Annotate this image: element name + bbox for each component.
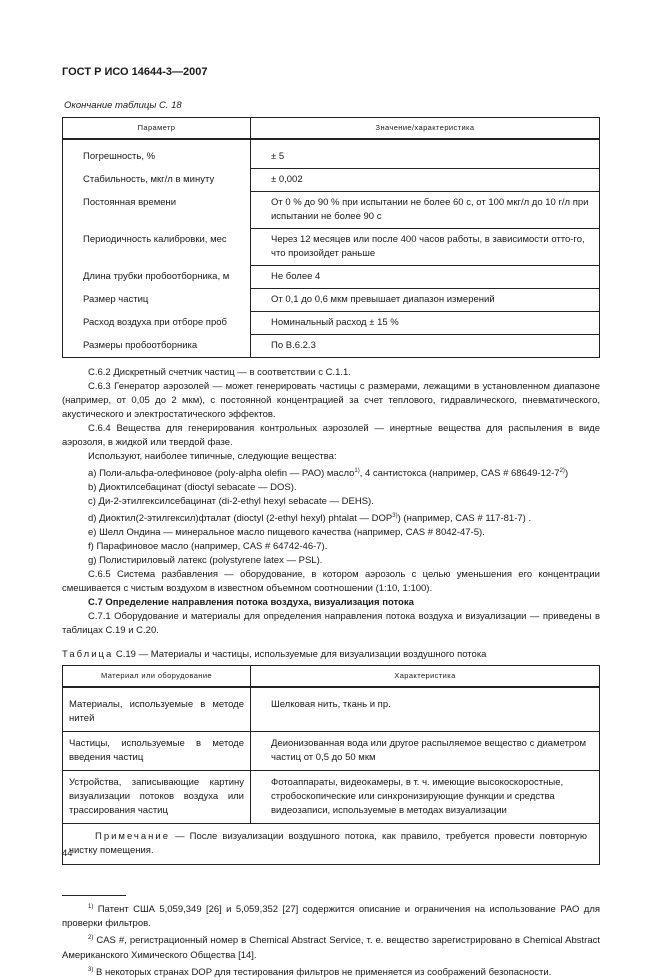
table-row [63, 732, 600, 771]
paragraph: С.7.1 Оборудование и материалы для определения направления потока воздуха и визуализации — приведены в таблицах С.19 и С.20. [62, 611, 600, 637]
list-item: g) Полистириловый латекс (polystyrene latex — PSL). [88, 555, 323, 567]
table-row [63, 169, 600, 192]
table-header-value: Значение/характеристика [251, 118, 600, 140]
table-row [63, 192, 600, 229]
table-cell: ± 0,002 [251, 169, 600, 192]
paragraph: С.6.5 Система разбавления — оборудование, в котором аэрозоль с целью уменьшения его концентрации смешивается с чистым воздухом в известном объемном соотношении (1:10, 1:100). [62, 569, 600, 595]
table-cell: Номинальный расход ± 15 % [251, 312, 600, 335]
visualization-table [62, 665, 600, 865]
table-cell: Расход воздуха при отборе проб [63, 312, 251, 335]
table-cell: Через 12 месяцев или после 400 часов работы, в зависимости отто-го, что произойдет раньше [251, 229, 600, 266]
section-heading: С.7 Определение направления потока воздуха, визуализация потока [88, 597, 414, 609]
table-cell: ± 5 [251, 139, 600, 169]
table-cell: Деионизованная вода или другое распыляемое вещество с диаметром частиц от 0,5 до 50 мкм [251, 732, 600, 771]
table-row [63, 229, 600, 266]
footnote: $^{1)}$ Патент США 5,059,349 [26] и 5,059,352 [27] содержится описание и ограничения на использование РАО для проверки фильтров. [62, 904, 600, 930]
body-text [62, 366, 600, 638]
table-cell: Погрешность, % [63, 139, 251, 169]
table-cell: От 0,1 до 0,6 мкм превышает диапазон измерений [251, 289, 600, 312]
table-cell: Постоянная времени [63, 192, 251, 229]
table-cell: От 0 % до 90 % при испытании не более 60 с, от 100 мкг/л до 10 г/л при испытании не более 90 с [251, 192, 600, 229]
table-row [63, 139, 600, 169]
table-note: Примечание — После визуализации воздушного потока, как правило, требуется провести повторную чистку помещения. [63, 824, 600, 865]
table-header-material: Материал или оборудование [63, 666, 251, 688]
parameters-table [62, 117, 600, 358]
table2-caption: Таблица С.19 — Материалы и частицы, используемые для визуализации воздушного потока [62, 649, 487, 661]
table-cell: Шелковая нить, ткань и пр. [251, 687, 600, 732]
page [62, 66, 600, 980]
table-cell: Материалы, используемые в методе нитей [63, 687, 251, 732]
table-cell: Устройства, записывающие картину визуализации потоков воздуха или трассирования частиц [63, 771, 251, 824]
paragraph: С.6.4 Вещества для генерирования контрольных аэрозолей — инертные вещества для распыления в виде аэрозоля, в жидкой или твердой фазе. [62, 423, 600, 448]
table-row [63, 289, 600, 312]
table-cell: Стабильность, мкг/л в минуту [63, 169, 251, 192]
footnote: $^{3)}$ В некоторых странах DOP для тестирования фильтров не применяется из соображений безопасности. [88, 966, 552, 978]
table-cell: Размеры пробоотборника [63, 335, 251, 358]
table-cell: Фотоаппараты, видеокамеры, в т. ч. имеющие высокоскоростные, стробоскопические или синхронизирующие функции и средства видеозаписи, используемые в методах визуализации [251, 771, 600, 824]
table-cell: Размер частиц [63, 289, 251, 312]
table-row [63, 312, 600, 335]
table-cell: Не более 4 [251, 266, 600, 289]
table-cell: Периодичность калибровки, мес [63, 229, 251, 266]
page-number: 44 [62, 848, 73, 859]
table-caption: Окончание таблицы С. 18 [64, 100, 182, 111]
table-row [63, 335, 600, 358]
paragraph: Используют, наиболее типичные, следующие вещества: [88, 451, 337, 462]
footnote-divider [62, 895, 126, 896]
table-row [63, 687, 600, 732]
table-row [63, 771, 600, 824]
table-header-characteristic: Характеристика [251, 666, 600, 688]
table-header-parameter: Параметр [63, 118, 251, 140]
list-item: d) Диоктил(2-этилгексил)фталат (dioctyl (2-ethyl hexyl) phtalat — DOP$^{3)}$) (например, CAS # 117-81-7) . [88, 513, 532, 525]
list-item: b) Диоктилсебацинат (dioctyl sebacate — DOS). [88, 482, 297, 494]
footnotes [62, 900, 600, 979]
footnote: $^{2)}$ CAS #, регистрационный номер в Chemical Abstract Service, т. е. вещество зарегистрировано в Chemical Abstract Американского Химического Общества [14]. [62, 935, 600, 961]
table-row [63, 266, 600, 289]
list-item: с) Ди-2-этилгексилсебацинат (di-2-ethyl hexyl sebacate — DEHS). [88, 496, 374, 508]
paragraph: С.6.3 Генератор аэрозолей — может генерировать частицы с размерами, лежащими в установленном диапазоне (например, от 0,05 до 2 мкм), с постоянной концентрацией за счет теплового, гидравлического, пневматического, акустического и электростатического эффектов. [62, 381, 600, 420]
table-cell: Длина трубки пробоотборника, м [63, 266, 251, 289]
table-note-row [63, 824, 600, 865]
list-item: f) Парафиновое масло (например, CAS # 64742-46-7). [88, 541, 328, 553]
document-header: ГОСТ Р ИСО 14644-3—2007 [62, 66, 208, 78]
table-cell: По В.6.2.3 [251, 335, 600, 358]
table-cell: Частицы, используемые в методе введения частиц [63, 732, 251, 771]
paragraph: С.6.2 Дискретный счетчик частиц — в соответствии с С.1.1. [88, 367, 351, 378]
list-item: е) Шелл Ондина — минеральное масло пищевого качества (например, CAS # 8042-47-5). [88, 527, 485, 539]
list-item: а) Поли-альфа-олефиновое (poly-alpha olefin — РАО) масло$^{1)}$, 4 сантистокса (например, CAS # 68649-12-7$^{2)}$) [88, 468, 569, 480]
